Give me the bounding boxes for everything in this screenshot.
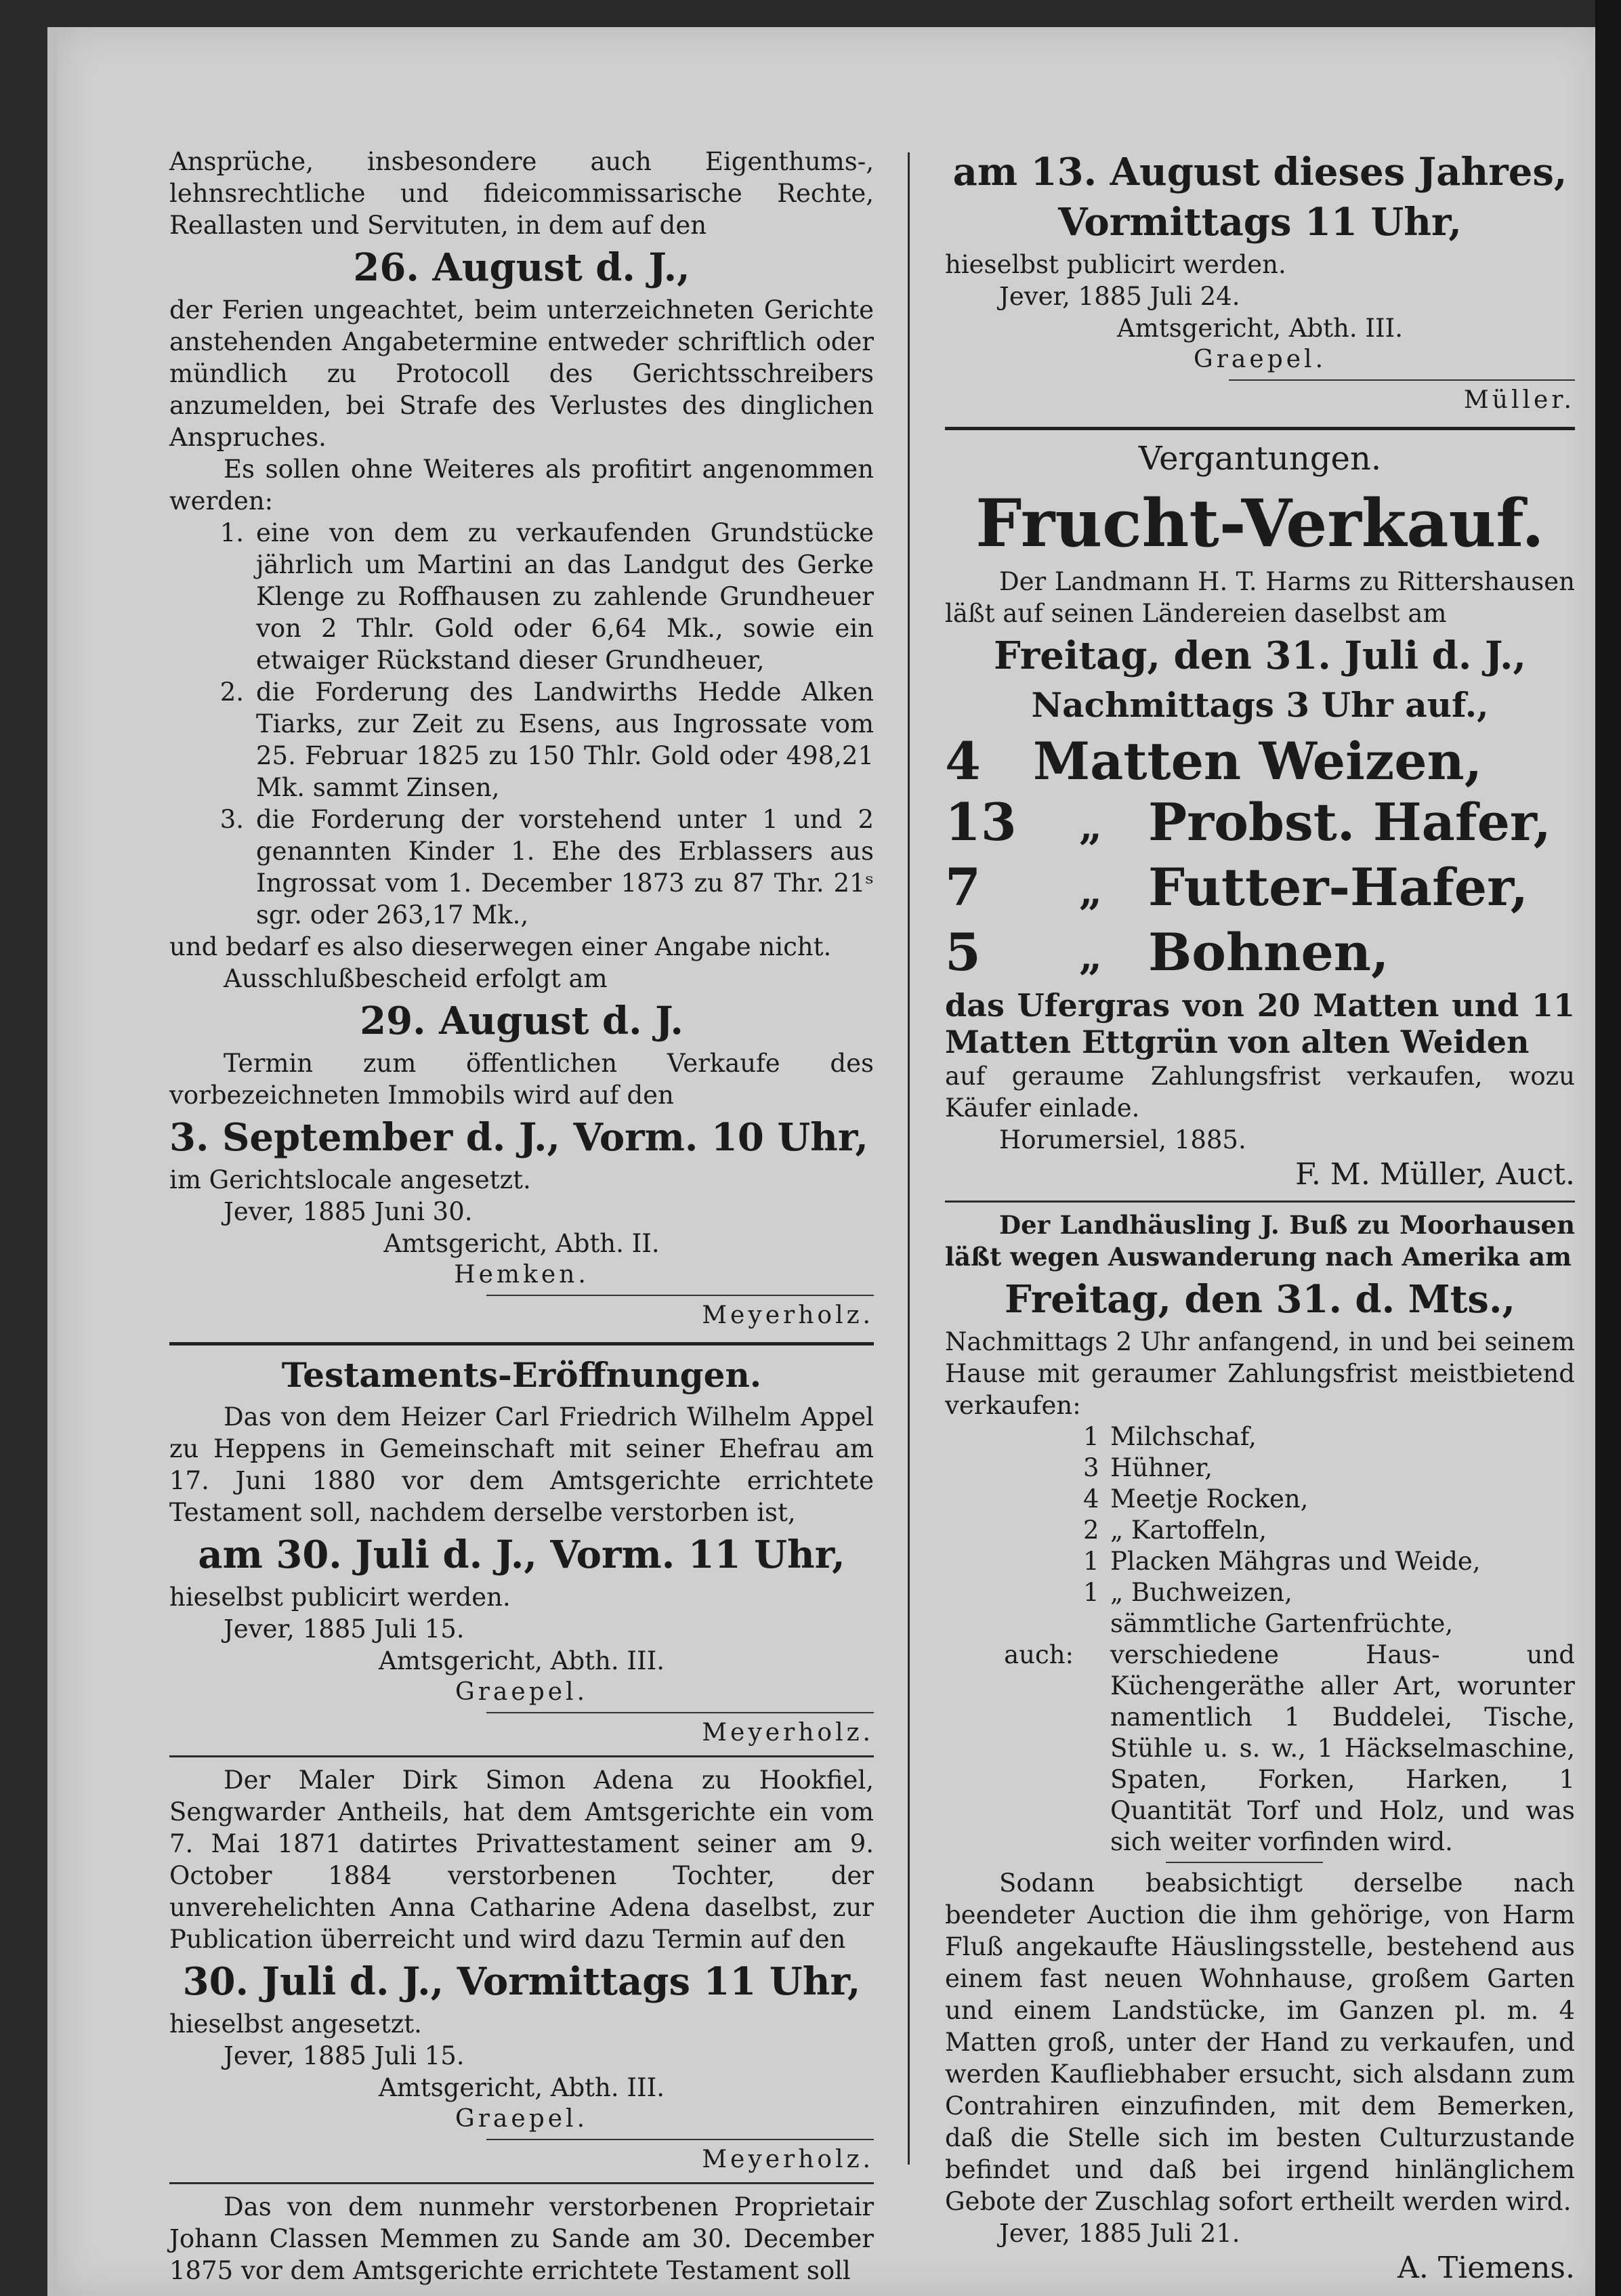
judge-signature: Hemken. bbox=[454, 1261, 589, 1289]
goods-row bbox=[945, 1546, 1575, 1577]
clerk-signature: Meyerholz. bbox=[702, 1301, 874, 1329]
list-item bbox=[169, 676, 874, 803]
no-claim-needed: und bedarf es also dieserwegen einer Angabe nicht. bbox=[169, 932, 832, 961]
date-august-29: 29. August d. J. bbox=[360, 999, 683, 1043]
court-name: Amtsgericht, Abth. II. bbox=[383, 1229, 660, 1258]
list-item bbox=[169, 517, 874, 676]
column-divider bbox=[908, 152, 910, 2165]
goods-row bbox=[945, 1421, 1575, 1453]
court-name: Amtsgericht, Abth. III. bbox=[379, 1646, 665, 1675]
goods-text: „ Kartoffeln, bbox=[1110, 1516, 1267, 1545]
signature-rule bbox=[486, 1712, 874, 1713]
clerk-signature: Meyerholz. bbox=[702, 2146, 874, 2173]
date-august-26: 26. August d. J., bbox=[353, 245, 690, 290]
section-divider bbox=[169, 1342, 874, 1345]
sale-item: Bohnen, bbox=[1148, 922, 1389, 982]
sale-qty: 7 bbox=[945, 857, 981, 917]
right-column bbox=[945, 146, 1575, 2287]
sale2-date: Freitag, den 31. d. Mts., bbox=[1005, 1277, 1515, 1322]
sale-row bbox=[945, 731, 1575, 792]
goods-row bbox=[945, 1453, 1575, 1484]
goods-qty bbox=[1083, 1608, 1110, 1640]
left-column bbox=[169, 146, 874, 2287]
goods-text: Meetje Rocken, bbox=[1110, 1484, 1309, 1514]
publication-text: hieselbst publicirt werden. bbox=[945, 250, 1286, 279]
judge-signature: Graepel. bbox=[455, 1678, 589, 1706]
goods-text: „ Buchweizen, bbox=[1110, 1578, 1292, 1607]
goods-prefix bbox=[945, 1453, 1083, 1484]
date-july-30: am 30. Juli d. J., Vorm. 11 Uhr, bbox=[198, 1532, 845, 1577]
auctioneer-signature: F. M. Müller, Auct. bbox=[1295, 1157, 1575, 1192]
list-item bbox=[169, 803, 874, 931]
list-number: 3. bbox=[219, 805, 244, 834]
goods-row bbox=[945, 1608, 1575, 1640]
goods-text: verschiedene Haus- und Küchengeräthe aller Art, worunter namentlich 1 Buddelei, Tische, Stühle u. s. w., 1 Häckselmaschine, Spaten, Forken, Harken, 1 Quantität Torf und Holz, und was sich weiter vorfinden wird. bbox=[1110, 1640, 1575, 1856]
goods-qty: 3 bbox=[1083, 1453, 1099, 1482]
sale-qty: 4 bbox=[945, 731, 981, 791]
signature-rule bbox=[1229, 379, 1576, 381]
sale-title: Frucht-Verkauf. bbox=[975, 485, 1544, 562]
goods-qty: 4 bbox=[1083, 1484, 1099, 1514]
goods-qty: 2 bbox=[1083, 1516, 1099, 1545]
section-title: Vergantungen. bbox=[1138, 440, 1382, 478]
ufergras-line: das Ufergras von 20 Matten und 11 Matten Ettgrün von alten Weiden bbox=[945, 987, 1575, 1060]
sale-date: Freitag, den 31. Juli d. J., bbox=[994, 633, 1526, 678]
list-text: eine von dem zu verkaufenden Grundstücke jährlich um Martini an das Landgut des Gerke Klenge zu Roffhausen zu zahlende Grundheuer von 2 Thlr. Gold oder 6,64 Mk., sowie ein etwaiger Rückstand dieser Grundheuer, bbox=[256, 518, 874, 675]
testament-text: Das von dem nunmehr verstorbenen Proprietair Johann Classen Memmen zu Sande am 30. December 1875 vor dem Amtsgerichte errichtete Testament soll bbox=[169, 2192, 874, 2285]
sale-item: Matten Weizen, bbox=[1033, 731, 1483, 791]
sale2-text2: Sodann beabsichtigt derselbe nach beendeter Auction die ihm gehörige, von Harm Fluß angekaufte Häuslingsstelle, bestehend aus einem fast neuen Wohnhause, großem Garten und einem Landstücke, im Ganzen pl. m. 4 Matten groß, unter der Hand zu verkaufen, und werden Kaufliebhaber ersucht, sich alsdann zum Contrahiren einzufinden, mit dem Bemerken, daß die Stelle sich im besten Culturzustande befindet und daß bei irgend hinlänglichem Gebote der Zuschlag sofort ertheilt werden wird. bbox=[945, 1869, 1575, 2216]
place-date: Jever, 1885 Juli 15. bbox=[224, 1614, 465, 1644]
time-line: Vormittags 11 Uhr, bbox=[1058, 200, 1462, 245]
sale-time: Nachmittags 3 Uhr auf., bbox=[1031, 685, 1489, 725]
place-date: Jever, 1885 Juli 21. bbox=[999, 2219, 1240, 2248]
court-name: Amtsgericht, Abth. III. bbox=[1117, 314, 1403, 343]
goods-text: Placken Mähgras und Weide, bbox=[1110, 1547, 1481, 1576]
list-number: 1. bbox=[219, 518, 244, 547]
sale-item: Probst. Hafer, bbox=[1148, 792, 1551, 852]
sale-row bbox=[945, 857, 1575, 922]
goods-rule bbox=[1166, 1862, 1324, 1863]
sale-qty: 13 bbox=[945, 792, 1017, 852]
sale2-intro: Der Landhäusling J. Buß zu Moorhausen läßt wegen Auswanderung nach Amerika am bbox=[945, 1210, 1575, 1272]
clerk-signature: Müller. bbox=[1463, 386, 1575, 414]
sale-item: Futter-Hafer, bbox=[1148, 857, 1529, 917]
goods-qty: 1 bbox=[1083, 1578, 1099, 1607]
signature-rule bbox=[486, 1295, 874, 1296]
goods-prefix bbox=[945, 1515, 1083, 1546]
court-name: Amtsgericht, Abth. III. bbox=[379, 2073, 665, 2102]
section-title: Testaments-Eröffnungen. bbox=[281, 1355, 762, 1395]
clerk-signature: Meyerholz. bbox=[702, 1719, 874, 1747]
sale2-text: Nachmittags 2 Uhr anfangend, in und bei seinem Hause mit geraumer Zahlungsfrist meistbietend verkaufen: bbox=[945, 1327, 1575, 1420]
claims-text: der Ferien ungeachtet, beim unterzeichneten Gerichte anstehenden Angabetermine entweder schriftlich oder mündlich zu Protocoll des Gerichtsschreibers anzumelden, bei Strafe des Verlustes des dinglichen Anspruches. bbox=[169, 295, 874, 452]
date-july-30: 30. Juli d. J., Vormittags 11 Uhr, bbox=[182, 1959, 861, 2004]
sale-term-text: Termin zum öffentlichen Verkaufe des vorbezeichneten Immobils wird auf den bbox=[169, 1049, 874, 1110]
sale-qty: 5 bbox=[945, 922, 981, 982]
judge-signature: Graepel. bbox=[455, 2105, 589, 2133]
section-divider bbox=[945, 427, 1575, 430]
notice-divider bbox=[169, 2182, 874, 2184]
judge-signature: Graepel. bbox=[1193, 346, 1327, 373]
notice-divider bbox=[945, 1201, 1575, 1203]
goods-row bbox=[945, 1640, 1575, 1858]
goods-prefix bbox=[945, 1546, 1083, 1577]
profitirt-text: Es sollen ohne Weiteres als profitirt angenommen werden: bbox=[169, 455, 874, 516]
court-location: im Gerichtslocale angesetzt. bbox=[169, 1165, 531, 1194]
goods-text: sämmtliche Gartenfrüchte, bbox=[1110, 1609, 1454, 1638]
goods-text: Hühner, bbox=[1110, 1453, 1213, 1482]
goods-row bbox=[945, 1515, 1575, 1546]
goods-qty: 1 bbox=[1083, 1422, 1099, 1451]
sale-intro: Der Landmann H. T. Harms zu Rittershausen läßt auf seinen Ländereien daselbst am bbox=[945, 567, 1575, 628]
goods-row bbox=[945, 1577, 1575, 1608]
notice-divider bbox=[169, 1755, 874, 1757]
goods-prefix bbox=[945, 1421, 1083, 1453]
date-august-13: am 13. August dieses Jahres, bbox=[952, 150, 1567, 194]
publication-text: hieselbst publicirt werden. bbox=[169, 1583, 511, 1612]
goods-prefix bbox=[945, 1608, 1083, 1640]
goods-prefix bbox=[945, 1577, 1083, 1608]
date-september-3: 3. September d. J., Vorm. 10 Uhr, bbox=[169, 1115, 868, 1160]
ditto-mark: „ bbox=[1078, 803, 1103, 850]
goods-text: Milchschaf, bbox=[1110, 1422, 1257, 1451]
place-date: Jever, 1885 Juli 15. bbox=[224, 2041, 465, 2070]
set-text: hieselbst angesetzt. bbox=[169, 2009, 422, 2039]
list-text: die Forderung des Landwirths Hedde Alken Tiarks, zur Zeit zu Esens, aus Ingrossate vom 25. Februar 1825 zu 150 Thlr. Gold oder 498,21 Mk. sammt Zinsen, bbox=[256, 677, 874, 802]
list-text: die Forderung der vorstehend unter 1 und 2 genannten Kinder 1. Ehe des Erblassers aus Ingrossat vom 1. December 1873 zu 87 Thr. 21ˢ sgr. oder 263,17 Mk., bbox=[256, 805, 874, 930]
goods-prefix bbox=[945, 1484, 1083, 1515]
goods-row bbox=[945, 1484, 1575, 1515]
ditto-mark: „ bbox=[1078, 868, 1103, 915]
testament-text: Der Maler Dirk Simon Adena zu Hookfiel, Sengwarder Antheils, hat dem Amtsgerichte ein vom 7. Mai 1871 datirtes Privattestament seiner am 9. October 1884 verstorbenen Tochter, der unverehelichten Anna Catharine Adena daselbst, zur Publication überreicht und wird dazu Termin auf den bbox=[169, 1766, 874, 1954]
sale-row bbox=[945, 922, 1575, 987]
testament-text: Das von dem Heizer Carl Friedrich Wilhelm Appel zu Heppens in Gemeinschaft mit seiner Ehefrau am 17. Juni 1880 vor dem Amtsgerichte errichtete Testament soll, nachdem derselbe verstorben ist, bbox=[169, 1402, 874, 1527]
goods-qty bbox=[1083, 1640, 1110, 1858]
sale-row bbox=[945, 792, 1575, 857]
place-date: Horumersiel, 1885. bbox=[999, 1125, 1246, 1154]
scan-edge bbox=[1595, 0, 1621, 2296]
claims-intro: Ansprüche, insbesondere auch Eigenthums-, lehnsrechtliche und fideicommissarische Rechte, Reallasten und Servituten, in dem auf den bbox=[169, 147, 874, 240]
list-number: 2. bbox=[219, 677, 244, 707]
ditto-mark: „ bbox=[1078, 933, 1103, 980]
signature-rule bbox=[486, 2139, 874, 2140]
place-date: Jever, 1885 Juli 24. bbox=[999, 282, 1240, 311]
goods-prefix: auch: bbox=[1004, 1640, 1074, 1669]
sale-terms: auf geraume Zahlungsfrist verkaufen, wozu Käufer einlade. bbox=[945, 1062, 1575, 1123]
exclusion-text: Ausschlußbescheid erfolgt am bbox=[224, 964, 608, 993]
place-date: Jever, 1885 Juni 30. bbox=[224, 1197, 473, 1226]
goods-qty: 1 bbox=[1083, 1547, 1099, 1576]
seller-signature: A. Tiemens. bbox=[1397, 2251, 1575, 2285]
